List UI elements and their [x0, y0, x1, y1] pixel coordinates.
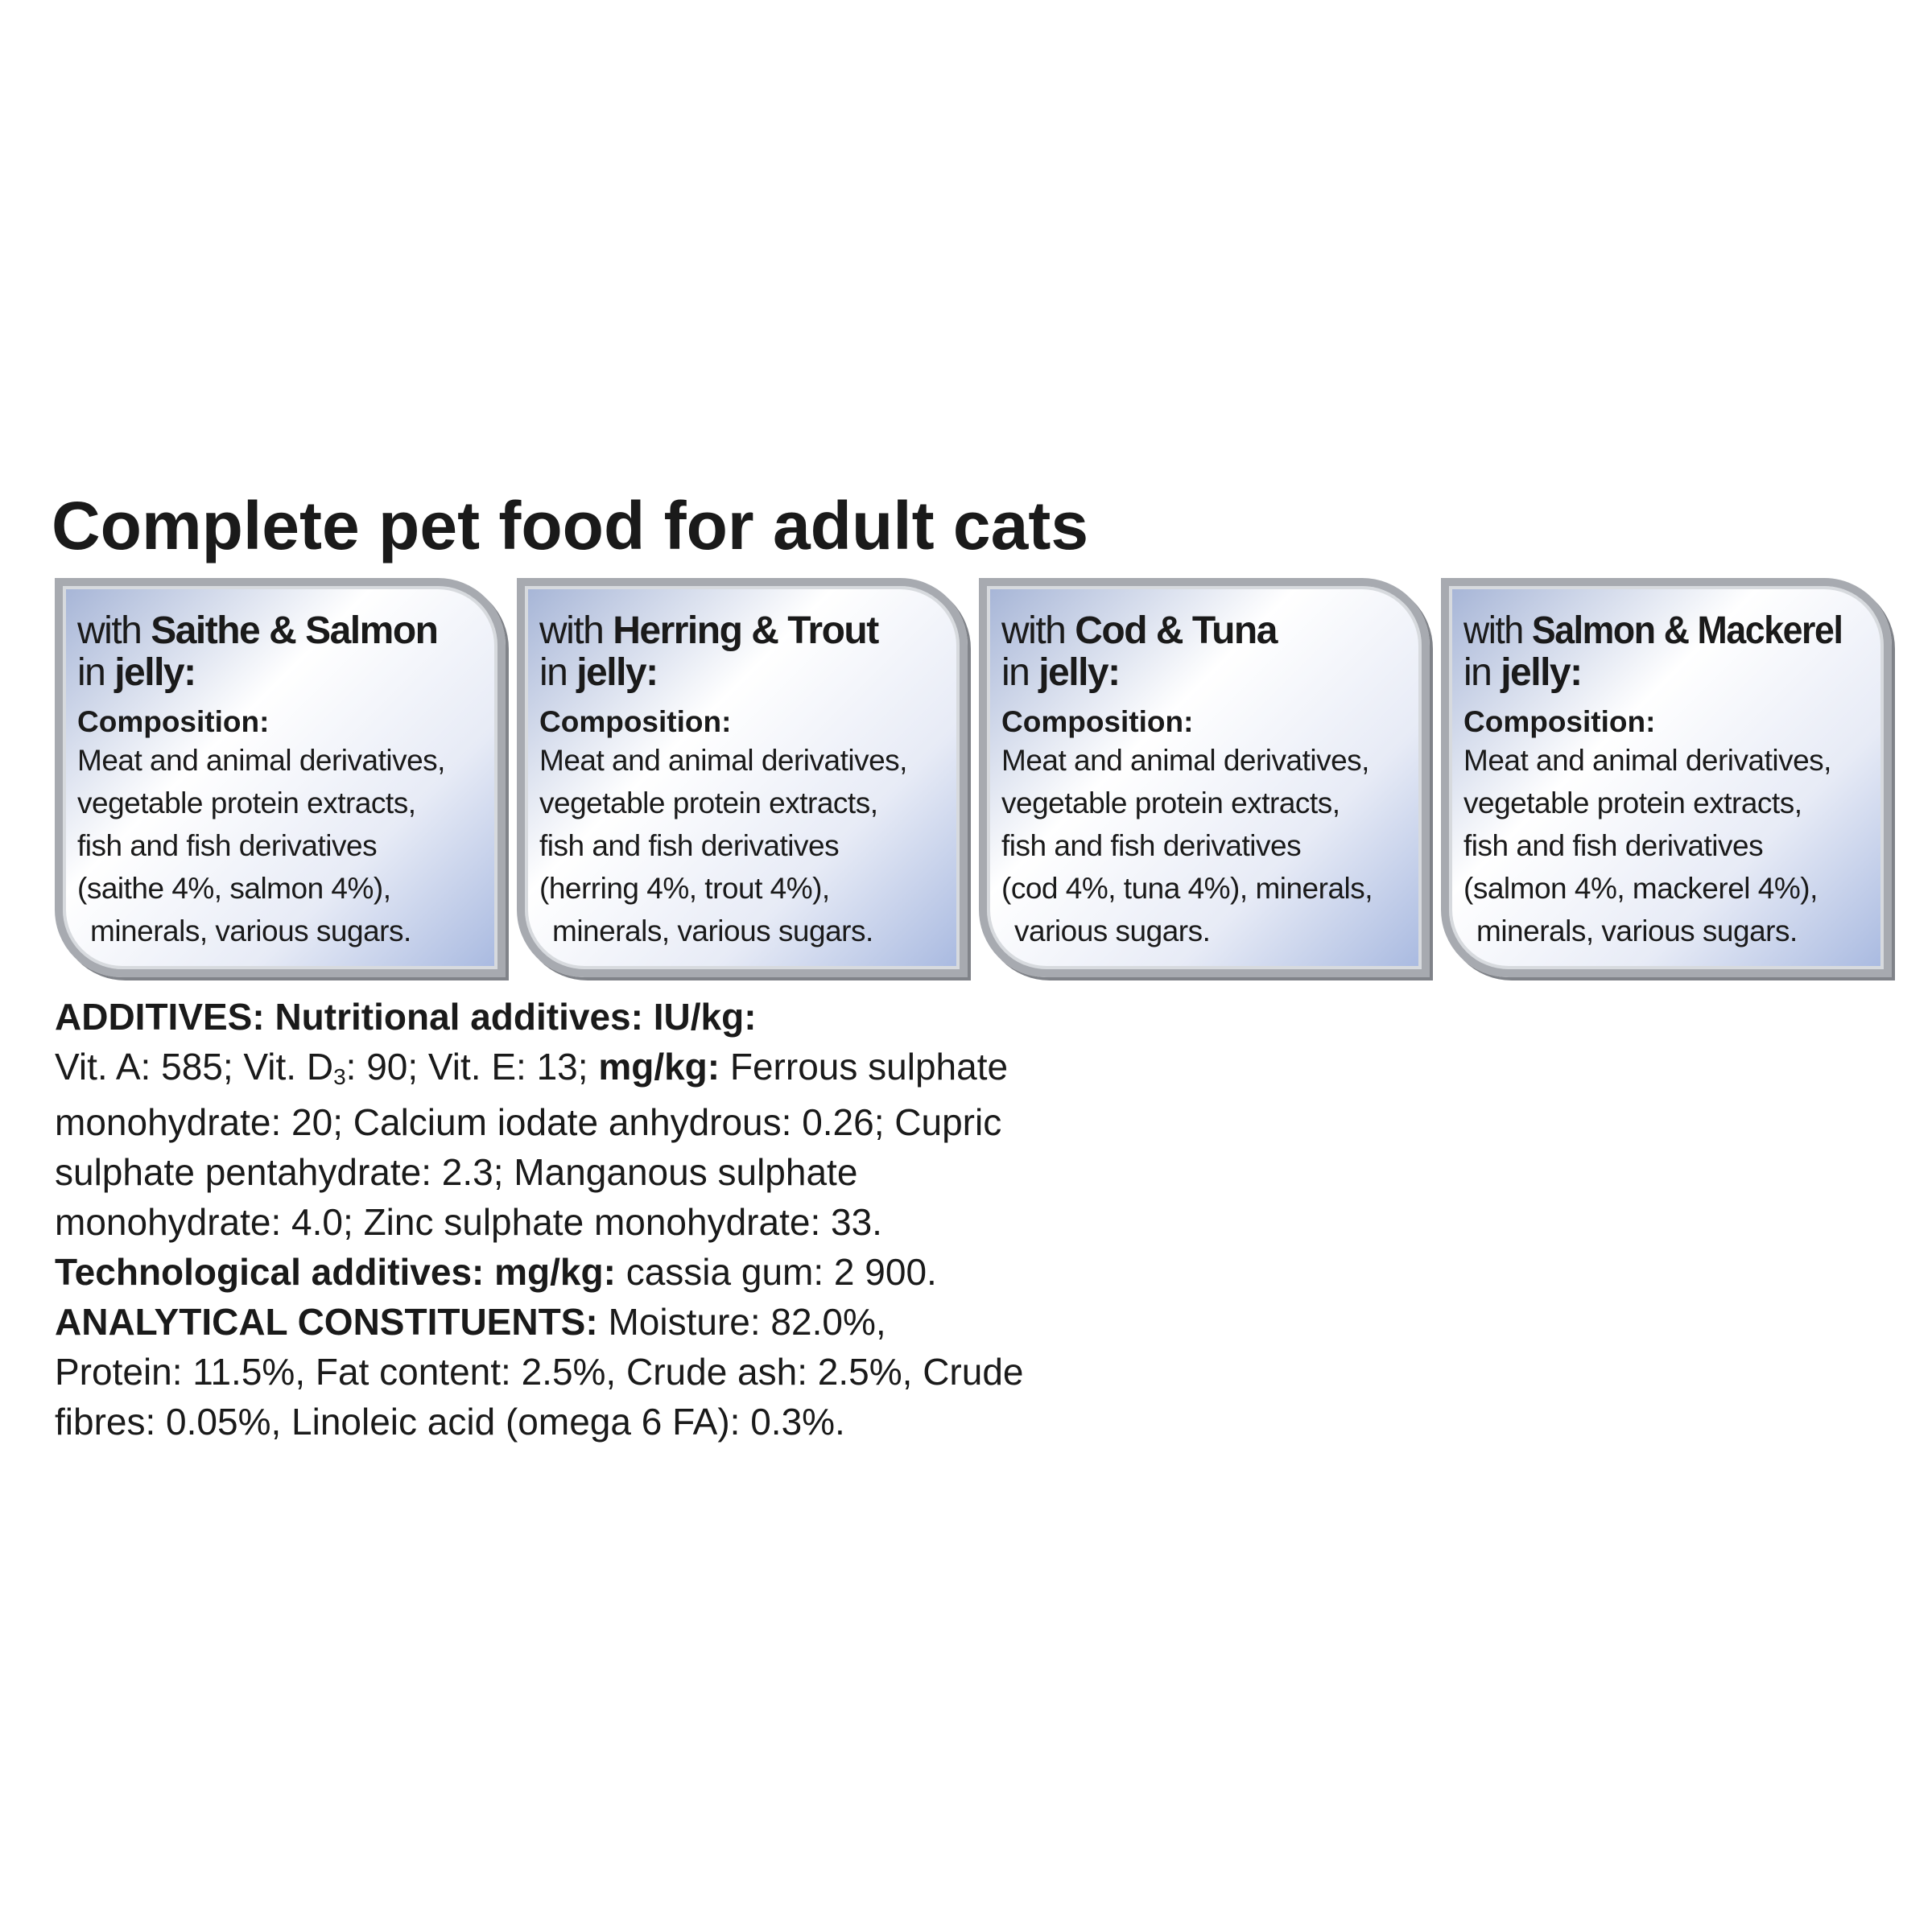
page-title: Complete pet food for adult cats	[52, 488, 1089, 564]
technological-value: cassia gum: 2 900.	[615, 1251, 937, 1293]
composition-line: vegetable protein extracts,	[1463, 786, 1802, 819]
additives-line: sulphate pentahydrate: 2.3; Manganous sulphate	[55, 1151, 858, 1193]
additives-line: monohydrate: 4.0; Zinc sulphate monohydrate: 33.	[55, 1201, 882, 1243]
composition-line: (saithe 4%, salmon 4%),	[77, 872, 391, 905]
card-in: in	[1463, 651, 1492, 694]
card-flavour: Salmon & Mackerel	[1531, 609, 1843, 652]
composition-line: vegetable protein extracts,	[539, 786, 878, 819]
composition-line: fish and fish derivatives	[1463, 829, 1764, 862]
card-heading	[1463, 610, 1847, 652]
variety-card-salmon-mackerel	[1441, 578, 1892, 977]
composition-line: vegetable protein extracts,	[77, 786, 416, 819]
analytical-line	[55, 1297, 1133, 1347]
composition-line: (herring 4%, trout 4%),	[539, 872, 830, 905]
card-in: in	[77, 651, 105, 694]
composition-line: Meat and animal derivatives,	[1463, 744, 1831, 777]
card-with: with	[77, 609, 142, 652]
vit-d-e-text: : 90; Vit. E: 13;	[345, 1046, 599, 1088]
card-flavour: Saithe & Salmon	[151, 609, 438, 652]
composition-line: (salmon 4%, mackerel 4%),	[1463, 872, 1818, 905]
card-heading	[77, 610, 489, 652]
composition-label: Composition:	[539, 705, 732, 738]
analytical-label: ANALYTICAL CONSTITUENTS:	[55, 1301, 598, 1343]
analytical-line-2: Protein: 11.5%, Fat content: 2.5%, Crude ash: 2.5%, Crude	[55, 1351, 1024, 1393]
card-with: with	[539, 609, 604, 652]
card-jelly: jelly:	[1038, 651, 1120, 694]
card-flavour: Herring & Trout	[613, 609, 878, 652]
card-with: with	[1001, 609, 1066, 652]
composition-line: minerals, various sugars.	[552, 914, 873, 947]
composition-label: Composition:	[77, 705, 270, 738]
vit-a-text: Vit. A: 585; Vit. D	[55, 1046, 334, 1088]
analytical-line-3: fibres: 0.05%, Linoleic acid (omega 6 FA): 0.3%.	[55, 1401, 845, 1443]
variety-card-saithe-salmon	[55, 578, 506, 977]
mgkg-label: mg/kg:	[598, 1046, 720, 1088]
composition-line: Meat and animal derivatives,	[77, 744, 445, 777]
card-jelly: jelly:	[114, 651, 196, 694]
card-in: in	[539, 651, 568, 694]
card-in: in	[1001, 651, 1030, 694]
technological-additives-line	[55, 1247, 1133, 1297]
composition-line: minerals, various sugars.	[90, 914, 411, 947]
card-heading	[1001, 610, 1414, 652]
composition-label: Composition:	[1463, 705, 1656, 738]
card-heading	[539, 610, 952, 652]
composition-line: vegetable protein extracts,	[1001, 786, 1340, 819]
additives-section	[55, 992, 1133, 1447]
composition-line: minerals, various sugars.	[1476, 914, 1798, 947]
vit-d-subscript: 3	[333, 1064, 346, 1089]
composition-line: fish and fish derivatives	[539, 829, 840, 862]
card-subheading	[1001, 652, 1414, 694]
additives-line: monohydrate: 20; Calcium iodate anhydrous: 0.26; Cupric	[55, 1101, 1002, 1143]
card-with: with	[1463, 609, 1523, 652]
variety-cards	[55, 578, 1890, 980]
composition-line: various sugars.	[1014, 914, 1211, 947]
card-jelly: jelly:	[1501, 651, 1582, 694]
card-flavour: Cod & Tuna	[1075, 609, 1277, 652]
composition-line: fish and fish derivatives	[1001, 829, 1302, 862]
composition-line: Meat and animal derivatives,	[539, 744, 907, 777]
card-subheading	[77, 652, 489, 694]
card-subheading	[539, 652, 952, 694]
vitamins-line	[55, 1042, 1133, 1097]
composition-line: fish and fish derivatives	[77, 829, 378, 862]
composition-line: Meat and animal derivatives,	[1001, 744, 1369, 777]
technological-label: Technological additives: mg/kg:	[55, 1251, 616, 1293]
composition-label: Composition:	[1001, 705, 1194, 738]
card-subheading	[1463, 652, 1876, 694]
ferrous-text: Ferrous sulphate	[720, 1046, 1009, 1088]
analytical-value: Moisture: 82.0%,	[597, 1301, 886, 1343]
variety-card-herring-trout	[517, 578, 968, 977]
additives-heading: ADDITIVES: Nutritional additives: IU/kg:	[55, 996, 757, 1038]
card-jelly: jelly:	[576, 651, 658, 694]
variety-card-cod-tuna	[979, 578, 1430, 977]
composition-line: (cod 4%, tuna 4%), minerals,	[1001, 872, 1373, 905]
